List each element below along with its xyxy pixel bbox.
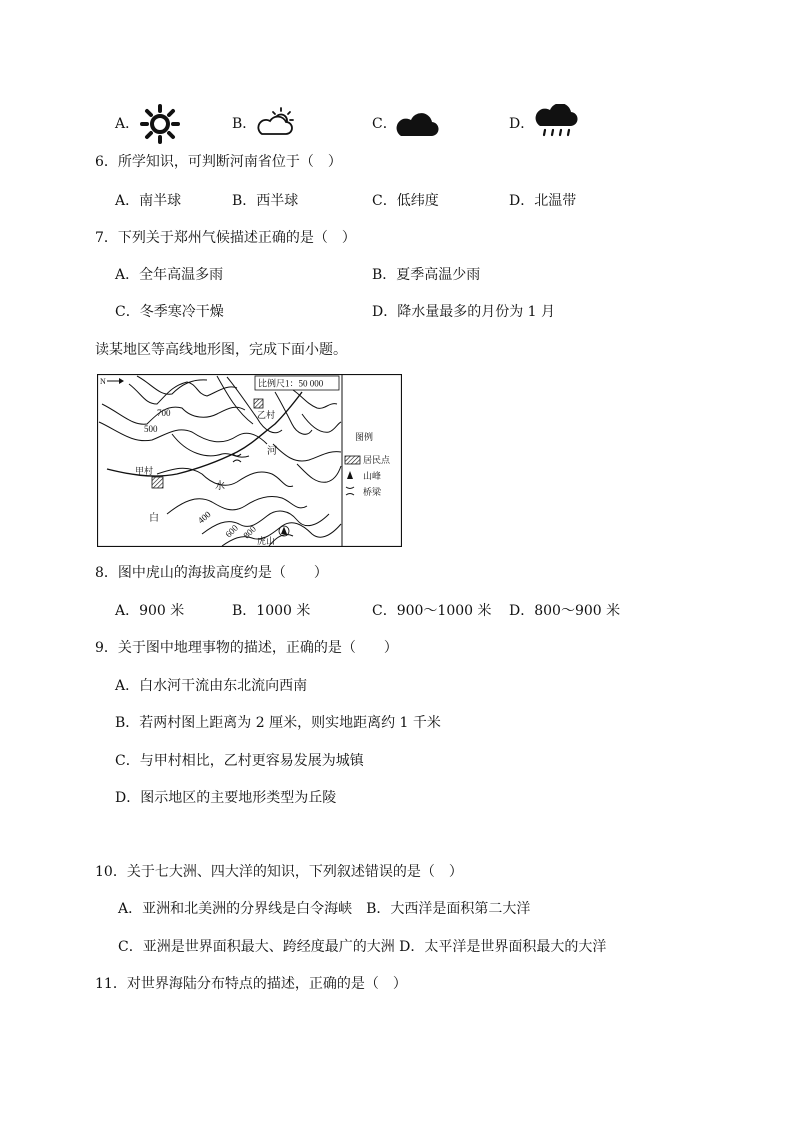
river-char-he: 河 <box>267 446 277 457</box>
q9-option-c[interactable]: C．与甲村相比，乙村更容易发展为城镇 <box>115 753 364 769</box>
q6-option-b[interactable]: B．西半球 <box>232 193 299 209</box>
q8-option-d[interactable]: D．800～900 米 <box>509 603 621 619</box>
q8-stem: 8．图中虎山的海拔高度约是（ ） <box>95 565 328 581</box>
village-jia-marker <box>152 477 163 488</box>
q7-option-b[interactable]: B．夏季高温少雨 <box>372 267 481 283</box>
river-char-bai: 白 <box>149 513 159 524</box>
q9-option-a[interactable]: A．白水河干流由东北流向西南 <box>115 678 308 694</box>
contour-label-500: 500 <box>144 424 158 434</box>
map-intro: 读某地区等高线地形图，完成下面小题。 <box>95 342 347 358</box>
q10-stem: 10．关于七大洲、四大洋的知识，下列叙述错误的是（ ） <box>95 864 463 880</box>
river-char-shui: 水 <box>215 481 225 492</box>
q7-option-d[interactable]: D．降水量最多的月份为 1 月 <box>372 304 556 320</box>
peak-label: 虎山 <box>257 536 276 546</box>
option-letter-a[interactable]: A． <box>115 116 140 132</box>
contour-map <box>97 374 402 547</box>
q7-stem: 7．下列关于郑州气候描述正确的是（ ） <box>95 230 356 246</box>
q6-option-a[interactable]: A．南半球 <box>115 193 182 209</box>
scale-label: 比例尺1：50 000 <box>258 378 324 389</box>
option-letter-d[interactable]: D． <box>509 116 535 132</box>
contour-label-400: 400 <box>195 509 213 526</box>
q6-stem: 6．所学知识，可判断河南省位于（ ） <box>95 154 342 170</box>
legend-title: 图例 <box>355 432 374 442</box>
cloudy-icon <box>395 110 439 138</box>
legend-settlement-icon <box>345 456 360 464</box>
q11-stem: 11．对世界海陆分布特点的描述，正确的是（ ） <box>95 976 407 992</box>
legend-bridge-label: 桥梁 <box>363 487 382 497</box>
contour-label-800: 800 <box>241 523 258 541</box>
sun-icon <box>139 104 181 144</box>
contour-label-700: 700 <box>157 408 171 418</box>
q8-option-a[interactable]: A．900 米 <box>115 603 185 619</box>
legend-peak-label: 山峰 <box>363 471 382 481</box>
q8-option-c[interactable]: C．900～1000 米 <box>372 603 492 619</box>
village-jia-label: 甲村 <box>135 466 154 476</box>
q9-stem: 9．关于图中地理事物的描述，正确的是（ ） <box>95 640 398 656</box>
q10-options-line-2[interactable]: C．亚洲是世界面积最大、跨经度最广的大洲 D．太平洋是世界面积最大的大洋 <box>118 939 607 955</box>
q9-option-d[interactable]: D．图示地区的主要地形类型为丘陵 <box>115 790 337 806</box>
village-yi-marker <box>254 399 263 408</box>
partly-cloudy-icon <box>254 106 296 138</box>
q8-option-b[interactable]: B．1000 米 <box>232 603 311 619</box>
option-letter-b[interactable]: B． <box>232 116 257 132</box>
q7-option-a[interactable]: A．全年高温多雨 <box>115 267 224 283</box>
north-label: N <box>100 377 106 386</box>
q6-option-d[interactable]: D．北温带 <box>509 193 577 209</box>
legend-settlement-label: 居民点 <box>363 455 391 465</box>
option-letter-c[interactable]: C． <box>372 116 397 132</box>
q6-option-c[interactable]: C．低纬度 <box>372 193 439 209</box>
village-yi-label: 乙村 <box>257 410 276 420</box>
rain-icon <box>534 104 578 140</box>
q9-option-b[interactable]: B．若两村图上距离为 2 厘米，则实地距离约 1 千米 <box>115 715 441 731</box>
q10-options-line-1[interactable]: A．亚洲和北美洲的分界线是白令海峡 B．大西洋是面积第二大洋 <box>118 901 531 917</box>
contour-label-600: 600 <box>223 522 240 540</box>
q7-option-c[interactable]: C．冬季寒冷干燥 <box>115 304 224 320</box>
